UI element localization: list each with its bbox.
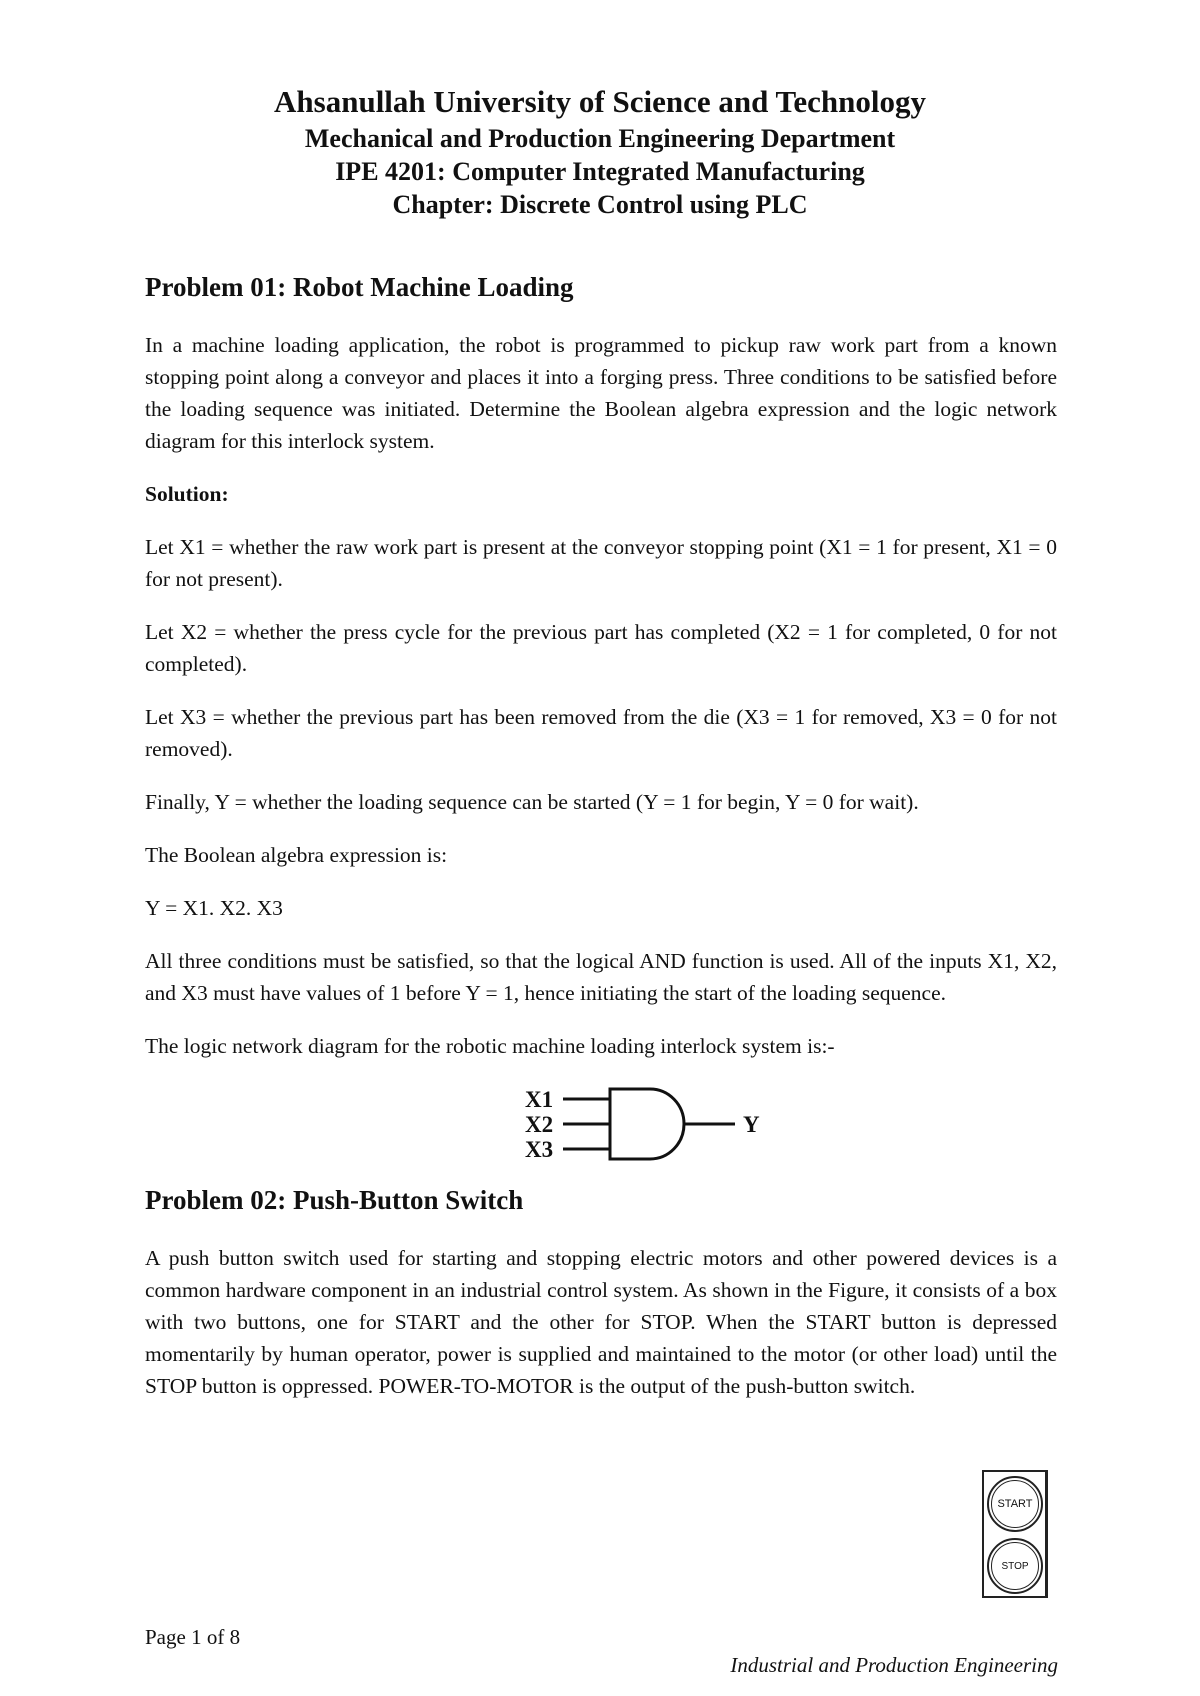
push-button-switch-figure <box>982 1470 1048 1598</box>
gate-input-x2-label: X2 <box>525 1112 554 1137</box>
footer-department: Industrial and Production Engineering <box>730 1653 1058 1677</box>
gate-output-y-label: Y <box>743 1112 760 1137</box>
problem-2-text: A push button switch used for starting and stopping electric motors and other powered devices is a common hardware component in an industrial control system. As shown in the Figure, it consists of a box with two buttons, one for START and the other for STOP. When the START button is depressed momentarily by human operator, power is supplied and maintained to the motor (or other load) until the STOP button is oppressed. POWER-TO-MOTOR is the output of the push-button switch. <box>145 1246 1057 1398</box>
document-body <box>145 270 1057 1423</box>
problem-1-intro: In a machine loading application, the robot is programmed to pickup raw work part from a known stopping point along a conveyor and places it into a forging press. Three conditions to be satisfied before the loading sequence was initiated. Determine the Boolean algebra expression and the logic network diagram for this interlock system. <box>145 333 1057 453</box>
stop-button-figure <box>987 1538 1043 1594</box>
document-header <box>0 82 1200 221</box>
and-explanation: All three conditions must be satisfied, so that the logical AND function is used. All of the inputs X1, X2, and X3 must have values of 1 before Y = 1, hence initiating the start of the loading sequence. <box>145 949 1057 1005</box>
page-number: Page 1 of 8 <box>145 1625 241 1649</box>
boolean-expression: Y = X1. X2. X3 <box>145 896 283 920</box>
diagram-intro: The logic network diagram for the robotic machine loading interlock system is:- <box>145 1034 835 1058</box>
course-title: IPE 4201: Computer Integrated Manufacturing <box>335 157 865 186</box>
solution-label: Solution: <box>145 482 229 506</box>
and-gate-diagram <box>525 1081 785 1169</box>
gate-input-x3-label: X3 <box>525 1137 554 1162</box>
problem-2-title: Problem 02: Push-Button Switch <box>145 1185 524 1215</box>
department-name: Mechanical and Production Engineering Department <box>304 124 896 153</box>
problem-1-title: Problem 01: Robot Machine Loading <box>145 272 574 302</box>
start-button-figure <box>987 1476 1043 1532</box>
definition-x3: Let X3 = whether the previous part has been removed from the die (X3 = 1 for removed, X3 = 0 for not removed). <box>145 705 1057 761</box>
and-gate-body <box>610 1089 684 1159</box>
definition-y: Finally, Y = whether the loading sequence can be started (Y = 1 for begin, Y = 0 for wait). <box>145 790 919 814</box>
start-label: START <box>997 1498 1033 1510</box>
chapter-title: Chapter: Discrete Control using PLC <box>392 190 808 219</box>
gate-input-x1-label: X1 <box>525 1087 554 1112</box>
definition-x2: Let X2 = whether the press cycle for the previous part has completed (X2 = 1 for completed, 0 for not completed). <box>145 620 1057 676</box>
university-name: Ahsanullah University of Science and Technology <box>274 84 926 119</box>
definition-x1: Let X1 = whether the raw work part is present at the conveyor stopping point (X1 = 1 for present, X1 = 0 for not present). <box>145 535 1057 591</box>
stop-label: STOP <box>1001 1560 1029 1572</box>
expression-intro: The Boolean algebra expression is: <box>145 843 448 867</box>
